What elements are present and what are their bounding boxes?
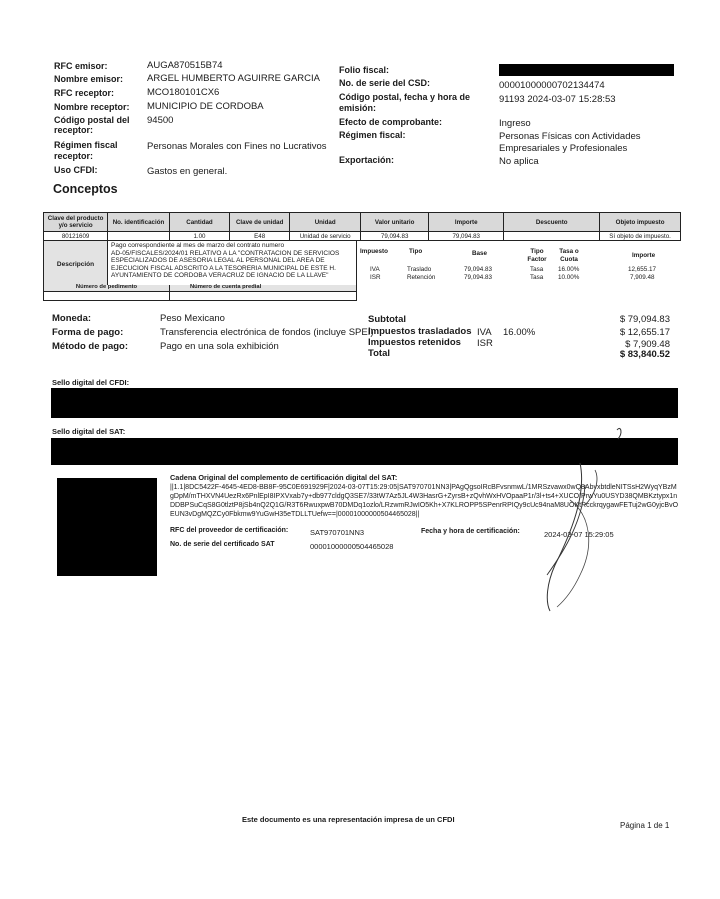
regimen-fiscal-value-2: Empresariales y Profesionales bbox=[499, 143, 628, 154]
nombre-receptor-value: MUNICIPIO DE CORDOBA bbox=[147, 101, 264, 112]
header-unidad: Unidad bbox=[290, 213, 361, 232]
descripcion-line: Pago correspondiente al mes de marzo del contrato numero bbox=[111, 242, 285, 249]
uso-cfdi-label: Uso CFDI: bbox=[54, 165, 98, 175]
pedimento-label: Número de pedimento bbox=[75, 284, 138, 290]
trasladados-label: Impuestos trasladados bbox=[368, 326, 472, 337]
exportacion-label: Exportación: bbox=[339, 155, 395, 165]
descripcion-line: AD-05/FISCALES/2024/01 RELATIVO A LA "CONTRATACION DE SERVICIOS bbox=[111, 249, 340, 257]
tax-header-tipo-factor: Tipo Factor bbox=[527, 248, 547, 263]
tax-iva-tasa: 16.00% bbox=[558, 266, 580, 273]
cell-objeto-impuesto: Sí objeto de impuesto. bbox=[600, 232, 681, 241]
nombre-emisor-value: ARGEL HUMBERTO AGUIRRE GARCIA bbox=[147, 73, 320, 84]
metodo-pago-label: Método de pago: bbox=[52, 341, 128, 352]
cp-fecha-value: 91193 2024-03-07 15:28:53 bbox=[499, 94, 616, 105]
serie-sat-label: No. de serie del certificado SAT bbox=[170, 541, 275, 548]
cp-receptor-label-2: receptor: bbox=[54, 125, 94, 135]
conceptos-title: Conceptos bbox=[53, 182, 118, 196]
predial-label: Número de cuenta predial bbox=[190, 284, 262, 290]
rfc-proveedor-label: RFC del proveedor de certificación: bbox=[170, 527, 289, 534]
cell-importe: 79,094.83 bbox=[429, 232, 504, 241]
cp-fecha-label-2: emisión: bbox=[339, 103, 377, 113]
nombre-emisor-label: Nombre emisor: bbox=[54, 74, 124, 84]
tax-iva-base: 79,094.83 bbox=[464, 266, 493, 273]
footer-note: Este documento es una representación impresa de un CFDI bbox=[242, 815, 455, 824]
cell-descuento bbox=[504, 232, 600, 241]
cell-unidad: Unidad de servicio bbox=[290, 232, 361, 241]
pedimento-predial-box bbox=[43, 285, 357, 301]
fecha-cert-label: Fecha y hora de certificación: bbox=[421, 528, 520, 535]
nombre-receptor-label: Nombre receptor: bbox=[54, 102, 130, 112]
sello-cfdi-redaction bbox=[51, 388, 678, 418]
subtotal-label: Subtotal bbox=[368, 314, 406, 325]
tax-isr-impuesto: ISR bbox=[370, 274, 381, 281]
cadena-text: ||1.1|8DC5422F-4645-4ED8-BB8F-95C0E691929F|2024-03-07T15:29:05|SAT970701NN3|PAgQgsoIRcBFvsnmwL/1MRSzvawx0wQ8AbvxbtdleNITSsH2WyqYBzMgDpM/mTHXVN4UezRx6PnlEpI8IPXVxab7y+db977cldgQ3SE7/33tW7Az5JL4W3HasrG+ZyrsB+zQvhWxHVOpaaP1r/3l+ts4+XUCOIPrwYu0USYD38QMBKztypx1nDDBPSuCqS8G0tlztP8jSb4nQ2Q1G/R3T6RwuxpwB70DMDq1ozlo/LRzwmRJwIO5Kh+X7KLROPP5SPenrRPIQy9cUc94naM8UOKtRcckrqygawFETuj2wG0yjcBvOEUN3vDgMQZCy0Fbkmw9YuGwH35eTDLLTUefw==|00001000000504465028|| bbox=[170, 484, 679, 518]
cell-clave-producto: 80121609 bbox=[44, 232, 108, 241]
header-clave-producto: Clave del producto y/o servicio bbox=[44, 213, 108, 232]
sello-sat-label: Sello digital del SAT: bbox=[52, 427, 126, 436]
serie-sat-value: 00001000000504465028 bbox=[310, 542, 394, 551]
retenidos-value: $ 7,909.48 bbox=[625, 339, 670, 350]
tax-header-tasa-cuota: Tasa o Cuota bbox=[559, 248, 579, 263]
header-cantidad: Cantidad bbox=[169, 213, 229, 232]
cadena-label: Cadena Original del complemento de certificación digital del SAT: bbox=[170, 473, 398, 482]
cp-fecha-label-1: Código postal, fecha y hora de bbox=[339, 92, 471, 102]
tax-header-base: Base bbox=[472, 250, 488, 257]
tax-header-tipo: Tipo bbox=[409, 248, 423, 255]
rfc-receptor-label: RFC receptor: bbox=[54, 88, 115, 98]
descripcion-label: Descripción bbox=[44, 241, 108, 287]
descripcion-line: ESPECIALIZADOS DE ASESORIA LEGAL AL PERSONAL DEL AREA DE bbox=[111, 257, 325, 265]
uso-cfdi-value: Gastos en general. bbox=[147, 166, 228, 177]
total-label: Total bbox=[368, 348, 390, 359]
cp-receptor-value: 94500 bbox=[147, 115, 174, 126]
subtotal-value: $ 79,094.83 bbox=[619, 314, 670, 325]
tax-isr-base: 79,094.83 bbox=[464, 274, 493, 281]
descripcion-text bbox=[111, 242, 353, 280]
rfc-emisor-label: RFC emisor: bbox=[54, 61, 108, 71]
efecto-label: Efecto de comprobante: bbox=[339, 117, 443, 127]
tax-iva-factor: Tasa bbox=[530, 266, 544, 273]
header-valor-unitario: Valor unitario bbox=[361, 213, 429, 232]
metodo-pago-value: Pago en una sola exhibición bbox=[160, 341, 279, 352]
trasladados-rate: 16.00% bbox=[503, 327, 536, 338]
header-clave-unidad: Clave de unidad bbox=[230, 213, 290, 232]
regimen-fiscal-value-1: Personas Físicas con Actividades bbox=[499, 131, 641, 142]
retenidos-label: Impuestos retenidos bbox=[368, 337, 461, 348]
rfc-proveedor-value: SAT970701NN3 bbox=[310, 528, 365, 537]
header-no-identificacion: No. identificación bbox=[108, 213, 170, 232]
conceptos-header-row bbox=[44, 213, 681, 232]
tax-isr-tasa: 10.00% bbox=[558, 274, 580, 281]
regimen-receptor-label-2: receptor: bbox=[54, 151, 94, 161]
cell-cantidad: 1.00 bbox=[169, 232, 229, 241]
tax-header-impuesto: Impuesto bbox=[360, 248, 388, 255]
folio-fiscal-redaction bbox=[499, 64, 674, 76]
exportacion-value: No aplica bbox=[499, 156, 539, 167]
moneda-value: Peso Mexicano bbox=[160, 313, 225, 324]
header-importe: Importe bbox=[429, 213, 504, 232]
trasladados-tax: IVA bbox=[477, 327, 492, 338]
qr-code-redaction bbox=[57, 478, 157, 576]
serie-csd-label: No. de serie del CSD: bbox=[339, 78, 431, 88]
efecto-value: Ingreso bbox=[499, 118, 531, 129]
tax-iva-tipo: Traslado bbox=[407, 266, 432, 273]
regimen-receptor-value: Personas Morales con Fines no Lucrativos bbox=[147, 141, 327, 152]
page-number: Página 1 de 1 bbox=[620, 821, 670, 830]
tax-header-importe: Importe bbox=[632, 252, 656, 259]
moneda-label: Moneda: bbox=[52, 313, 92, 324]
signature-scribble bbox=[525, 425, 635, 615]
cell-valor-unitario: 79,094.83 bbox=[361, 232, 429, 241]
tax-iva-impuesto: IVA bbox=[370, 266, 380, 273]
header-objeto-impuesto: Objeto impuesto bbox=[600, 213, 681, 232]
regimen-receptor-label-1: Régimen fiscal bbox=[54, 140, 118, 150]
retenidos-tax: ISR bbox=[477, 338, 493, 349]
rfc-receptor-value: MCO180101CX6 bbox=[147, 87, 220, 98]
descripcion-line: EJECUCION FISCAL ADSCRITO A LA TESORERIA MUNICIPAL DE ESTE H. bbox=[111, 264, 336, 272]
fecha-cert-value: 2024-03-07 15:29:05 bbox=[544, 530, 614, 539]
regimen-fiscal-label: Régimen fiscal: bbox=[339, 130, 406, 140]
tax-isr-factor: Tasa bbox=[530, 274, 544, 281]
tax-iva-importe: 12,655.17 bbox=[628, 266, 657, 273]
sello-cfdi-label: Sello digital del CFDI: bbox=[52, 378, 130, 387]
tax-isr-tipo: Retención bbox=[407, 274, 436, 281]
forma-pago-value: Transferencia electrónica de fondos (incluye SPEI) bbox=[160, 327, 374, 338]
total-value: $ 83,840.52 bbox=[619, 349, 670, 360]
header-descuento: Descuento bbox=[504, 213, 600, 232]
serie-csd-value: 00001000000702134474 bbox=[499, 80, 605, 91]
trasladados-value: $ 12,655.17 bbox=[619, 327, 670, 338]
conceptos-table bbox=[43, 212, 681, 241]
descripcion-line: AYUNTAMIENTO DE CORDOBA VERACRUZ DE IGNACIO DE LA LLAVE" bbox=[111, 272, 329, 280]
folio-fiscal-label: Folio fiscal: bbox=[339, 65, 390, 75]
rfc-emisor-value: AUGA870515B74 bbox=[147, 60, 223, 71]
cp-receptor-label-1: Código postal del bbox=[54, 115, 130, 125]
cell-clave-unidad: E48 bbox=[230, 232, 290, 241]
tax-isr-importe: 7,909.48 bbox=[630, 274, 655, 281]
descripcion-box bbox=[43, 240, 357, 288]
forma-pago-label: Forma de pago: bbox=[52, 327, 124, 338]
